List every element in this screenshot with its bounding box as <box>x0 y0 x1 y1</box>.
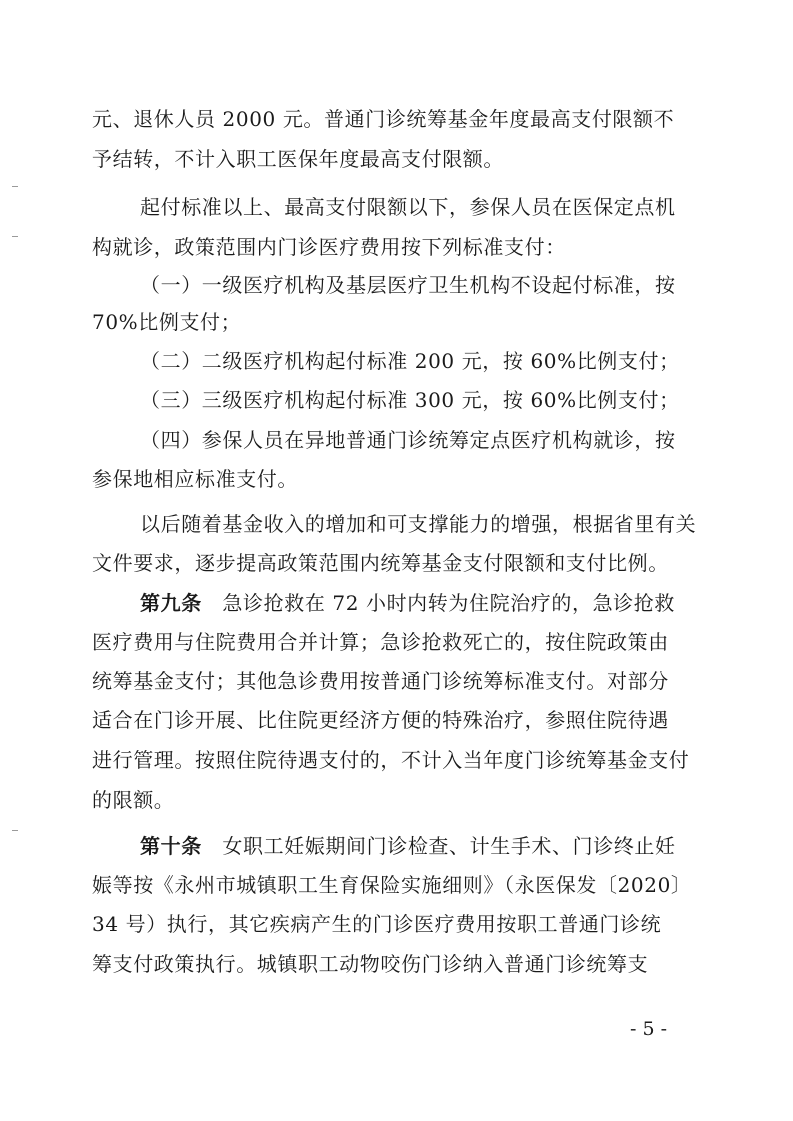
text-line: 筹支付政策执行。城镇职工动物咬伤门诊纳入普通门诊统筹支 <box>92 952 649 976</box>
text-line: 统筹基金支付；其他急诊费用按普通门诊统筹标准支付。对部分 <box>92 669 669 693</box>
binding-mark <box>12 236 18 237</box>
text-line: 70%比例支付； <box>92 310 242 334</box>
article-9-first-line <box>140 589 692 617</box>
article-10-first-line <box>140 832 692 860</box>
list-item: （二）二级医疗机构起付标准 200 元，按 60%比例支付； <box>140 349 680 373</box>
text-line: 参保地相应标准支付。 <box>92 467 298 491</box>
text-line: 34 号）执行，其它疾病产生的门诊医疗费用按职工普通门诊统 <box>92 912 662 936</box>
text-line: 予结转，不计入职工医保年度最高支付限额。 <box>92 147 504 171</box>
text-line: 的限额。 <box>92 788 175 812</box>
text-line: 构就诊，政策范围内门诊医疗费用按下列标准支付： <box>92 235 566 259</box>
list-item: （一）一级医疗机构及基层医疗卫生机构不设起付标准，按 <box>140 273 676 297</box>
binding-mark <box>12 830 18 831</box>
text-line: 医疗费用与住院费用合并计算；急诊抢救死亡的，按住院政策由 <box>92 630 669 654</box>
text-line: 适合在门诊开展、比住院更经济方便的特殊治疗，参照住院待遇 <box>92 708 669 732</box>
list-item: （三）三级医疗机构起付标准 300 元，按 60%比例支付； <box>140 388 680 412</box>
list-item: （四）参保人员在异地普通门诊统筹定点医疗机构就诊，按 <box>140 428 676 452</box>
article-9-heading: 第九条 <box>140 591 202 615</box>
text-line: 以后随着基金收入的增加和可支撑能力的增强，根据省里有关 <box>140 512 697 536</box>
text-line: 起付标准以上、最高支付限额以下，参保人员在医保定点机 <box>140 195 676 219</box>
article-10-heading: 第十条 <box>140 834 202 858</box>
text-line: 文件要求，逐步提高政策范围内统筹基金支付限额和支付比例。 <box>92 551 669 575</box>
text-line: 进行管理。按照住院待遇支付的，不计入当年度门诊统筹基金支付 <box>92 748 690 772</box>
text-line: 急诊抢救在 72 小时内转为住院治疗的，急诊抢救 <box>222 591 675 615</box>
page-number: - 5 - <box>630 1018 668 1040</box>
text-line: 女职工妊娠期间门诊检查、计生手术、门诊终止妊 <box>222 834 676 858</box>
binding-mark <box>12 186 18 187</box>
text-line: 娠等按《永州市城镇职工生育保险实施细则》（永医保发〔2020〕 <box>92 873 692 897</box>
text-line: 元、退休人员 2000 元。普通门诊统筹基金年度最高支付限额不 <box>92 107 675 131</box>
